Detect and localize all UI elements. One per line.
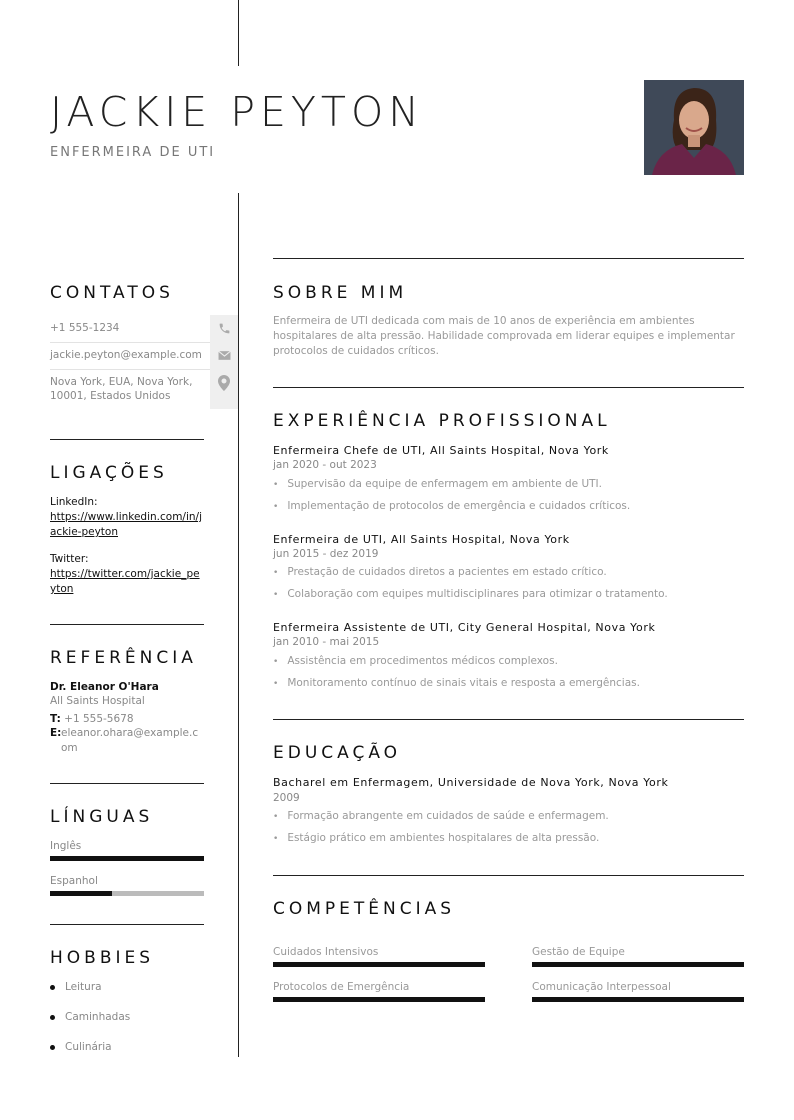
section-divider bbox=[273, 258, 744, 259]
skill-bar bbox=[273, 962, 485, 967]
reference-email-label: E: bbox=[50, 727, 62, 739]
skill-label: Comunicação Interpessoal bbox=[532, 981, 671, 993]
address-text: Nova York, EUA, Nova York, 10001, Estados Unidos bbox=[50, 376, 193, 402]
contact-email[interactable] bbox=[50, 342, 238, 370]
job-bullet: • Monitoramento contínuo de sinais vitais e resposta a emergências. bbox=[273, 677, 640, 689]
sidebar-divider bbox=[50, 624, 204, 625]
languages-heading: LÍNGUAS bbox=[50, 807, 154, 827]
hobby-item bbox=[50, 981, 102, 993]
phone-icon bbox=[210, 315, 238, 342]
hobby-label: Culinária bbox=[65, 1041, 112, 1053]
hobbies-heading: HOBBIES bbox=[50, 948, 155, 968]
candidate-name: JACKIE PEYTON bbox=[50, 88, 424, 136]
bullet-icon bbox=[50, 1015, 55, 1020]
skill-label: Cuidados Intensivos bbox=[273, 946, 379, 958]
skill-bar bbox=[532, 962, 744, 967]
hobby-label: Caminhadas bbox=[65, 1011, 131, 1023]
skill-label: Protocolos de Emergência bbox=[273, 981, 410, 993]
hobby-item bbox=[50, 1011, 130, 1023]
job-dates: jan 2020 - out 2023 bbox=[273, 459, 377, 471]
hobby-item bbox=[50, 1041, 112, 1053]
bullet-icon bbox=[50, 1045, 55, 1050]
about-text: Enfermeira de UTI dedicada com mais de 10 anos de experiência em ambientes hospitalares de alta pressão. Habilidade comprovada em liderar equipes e implementar protocolos de cuidados críticos. bbox=[273, 315, 735, 357]
sidebar-divider bbox=[50, 783, 204, 784]
education-bullet: • Formação abrangente em cuidados de saúde e enfermagem. bbox=[273, 810, 609, 822]
sidebar-divider bbox=[50, 924, 204, 925]
language-level-fill bbox=[50, 891, 112, 896]
experience-heading: EXPERIÊNCIA PROFISSIONAL bbox=[273, 411, 611, 431]
education-heading: EDUCAÇÃO bbox=[273, 743, 402, 763]
section-divider bbox=[273, 719, 744, 720]
skill-bar bbox=[532, 997, 744, 1002]
reference-org: All Saints Hospital bbox=[50, 695, 145, 707]
top-divider-line bbox=[238, 0, 239, 66]
reference-heading: REFERÊNCIA bbox=[50, 648, 197, 668]
contact-address bbox=[50, 369, 238, 409]
job-title: Enfermeira de UTI, All Saints Hospital, Nova York bbox=[273, 533, 570, 546]
twitter-label: Twitter: bbox=[50, 553, 89, 565]
language-level-track bbox=[50, 891, 204, 896]
hobby-label: Leitura bbox=[65, 981, 102, 993]
job-dates: jan 2010 - mai 2015 bbox=[273, 636, 380, 648]
language-name: Inglês bbox=[50, 840, 82, 852]
job-bullet: • Supervisão da equipe de enfermagem em ambiente de UTI. bbox=[273, 478, 602, 490]
section-divider bbox=[273, 875, 744, 876]
section-divider bbox=[273, 387, 744, 388]
links-heading: LIGAÇÕES bbox=[50, 463, 168, 483]
contact-phone bbox=[50, 315, 238, 343]
degree-year: 2009 bbox=[273, 792, 300, 804]
job-bullet: • Colaboração com equipes multidisciplinares para otimizar o tratamento. bbox=[273, 588, 668, 600]
job-title: Enfermeira Assistente de UTI, City General Hospital, Nova York bbox=[273, 621, 656, 634]
job-dates: jun 2015 - dez 2019 bbox=[273, 548, 379, 560]
reference-phone-label: T: bbox=[50, 713, 61, 725]
reference-email-value[interactable]: eleanor.ohara@example.com bbox=[61, 727, 199, 754]
reference-name: Dr. Eleanor O'Hara bbox=[50, 681, 159, 693]
language-level-fill bbox=[50, 856, 204, 861]
job-bullet: • Prestação de cuidados diretos a pacientes em estado crítico. bbox=[273, 566, 607, 578]
phone-text: +1 555-1234 bbox=[50, 322, 120, 334]
language-level-track bbox=[50, 856, 204, 861]
skills-heading: COMPETÊNCIAS bbox=[273, 899, 456, 919]
job-bullet: • Implementação de protocolos de emergência e cuidados críticos. bbox=[273, 500, 630, 512]
language-name: Espanhol bbox=[50, 875, 98, 887]
education-bullet: • Estágio prático em ambientes hospitalares de alta pressão. bbox=[273, 832, 599, 844]
degree-title: Bacharel em Enfermagem, Universidade de Nova York, Nova York bbox=[273, 776, 669, 789]
email-text[interactable]: jackie.peyton@example.com bbox=[50, 349, 202, 361]
twitter-link[interactable]: https://twitter.com/jackie_peyton bbox=[50, 568, 200, 595]
map-pin-icon bbox=[210, 369, 238, 409]
candidate-title: ENFERMEIRA DE UTI bbox=[50, 145, 216, 160]
envelope-icon bbox=[210, 342, 238, 369]
bullet-icon bbox=[50, 985, 55, 990]
skill-bar bbox=[273, 997, 485, 1002]
job-bullet: • Assistência em procedimentos médicos complexos. bbox=[273, 655, 558, 667]
contacts-heading: CONTATOS bbox=[50, 283, 174, 303]
job-title: Enfermeira Chefe de UTI, All Saints Hospital, Nova York bbox=[273, 444, 609, 457]
column-divider-line bbox=[238, 193, 239, 1057]
reference-phone bbox=[50, 712, 134, 727]
linkedin-label: LinkedIn: bbox=[50, 496, 98, 508]
reference-phone-value: +1 555-5678 bbox=[64, 713, 134, 725]
about-heading: SOBRE MIM bbox=[273, 283, 408, 303]
linkedin-link[interactable]: https://www.linkedin.com/in/jackie-peyton bbox=[50, 511, 202, 538]
profile-photo bbox=[644, 80, 744, 175]
skill-label: Gestão de Equipe bbox=[532, 946, 625, 958]
sidebar-divider bbox=[50, 439, 204, 440]
